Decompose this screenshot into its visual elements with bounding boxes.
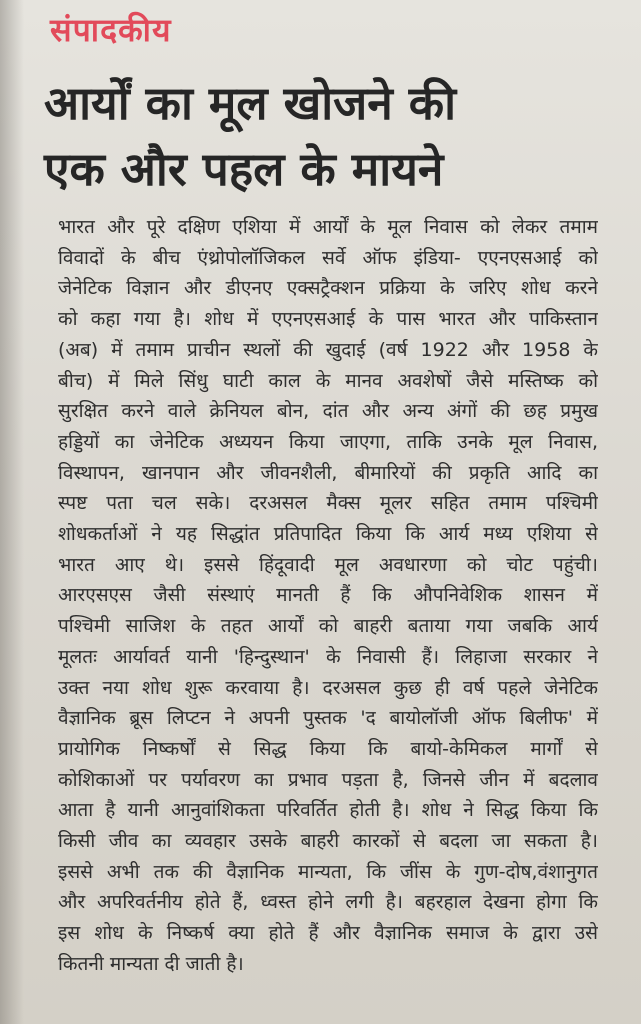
body-line: उक्त नया शोध शुरू करवाया है। दरअसल कुछ ही वर्ष पहले जेनेटिक — [58, 676, 598, 699]
body-line: पश्चिमी साजिश के तहत आर्यों को बाहरी बताया गया जबकि आर्य — [58, 615, 598, 638]
body-line: कोशिकाओं पर पर्यावरण का प्रभाव पड़ता है, जिनसे जीन में बदलाव — [58, 768, 598, 791]
body-line: भारत और पूरे दक्षिण एशिया में आर्यों के मूल निवास को लेकर तमाम — [58, 216, 598, 238]
body-line: किसी जीव का व्यवहार उसके बाहरी कारकों से बदला जा सकता है। — [58, 830, 598, 853]
body-line: जेनेटिक विज्ञान और डीएनए एक्सट्रैक्शन प्रक्रिया के जरिए शोध करने — [58, 277, 598, 300]
body-line: आता है यानी आनुवांशिकता परिवर्तित होती है। शोध ने सिद्ध किया कि — [58, 799, 598, 822]
body-line: भारत आए थे। इससे हिंदूवादी मूल अवधारणा को चोट पहुंची। — [58, 553, 598, 576]
body-line: को कहा गया है। शोध में एएनएसआई के पास भारत और पाकिस्तान — [58, 308, 598, 331]
body-line: बीच) में मिले सिंधु घाटी काल के मानव अवशेषों जैसे मस्तिष्क को — [58, 369, 598, 392]
body-line: और अपरिवर्तनीय होते हैं, ध्वस्त होने लगी है। बहरहाल देखना होगा कि — [58, 891, 598, 914]
body-line: स्पष्ट पता चल सके। दरअसल मैक्स मूलर सहित तमाम पश्चिमी — [58, 492, 598, 515]
body-line: सुरक्षित करने वाले क्रेनियल बोन, दांत और अन्य अंगों की छह प्रमुख — [58, 400, 598, 423]
body-line: कितनी मान्यता दी जाती है। — [58, 952, 244, 975]
headline — [44, 70, 614, 202]
body-line: हड्डियों का जेनेटिक अध्ययन किया जाएगा, ताकि उनके मूल निवास, — [58, 430, 598, 453]
body-line: इससे अभी तक की वैज्ञानिक मान्यता, कि जींस के गुण-दोष,वंशानुगत — [58, 860, 598, 883]
body-line: मूलतः आर्यावर्त यानी 'हिन्दुस्थान' के निवासी हैं। लिहाजा सरकार ने — [58, 645, 598, 668]
body-line: प्रायोगिक निष्कर्षों से सिद्ध किया कि बायो-केमिकल मार्गों से — [58, 737, 598, 760]
body-line: (अब) में तमाम प्राचीन स्थलों की खुदाई (वर्ष 1922 और 1958 के — [58, 338, 598, 361]
headline-line-2: एक और पहल के मायने — [44, 142, 444, 196]
body-line: इस शोध के निष्कर्ष क्या होते हैं और वैज्ञानिक समाज के द्वारा उसे — [58, 922, 598, 945]
page-edge-shadow — [0, 0, 24, 1024]
body-line: शोधकर्ताओं ने यह सिद्धांत प्रतिपादित किया कि आर्य मध्य एशिया से — [58, 523, 598, 546]
body-line: विवादों के बीच एंथ्रोपोलॉजिकल सर्वे ऑफ इंडिया- एएनएसआई को — [58, 246, 598, 269]
body-line: आरएसएस जैसी संस्थाएं मानती हैं कि औपनिवेशिक शासन में — [58, 584, 598, 607]
section-label: संपादकीय — [50, 11, 172, 49]
article-body — [58, 212, 598, 980]
body-line: वैज्ञानिक ब्रूस लिप्टन ने अपनी पुस्तक 'द बायोलॉजी ऑफ बिलीफ' में — [58, 707, 598, 730]
body-line: विस्थापन, खानपान और जीवनशैली, बीमारियों की प्रकृति आदि का — [58, 461, 598, 484]
headline-line-1: आर्यों का मूल खोजने की — [44, 76, 457, 130]
